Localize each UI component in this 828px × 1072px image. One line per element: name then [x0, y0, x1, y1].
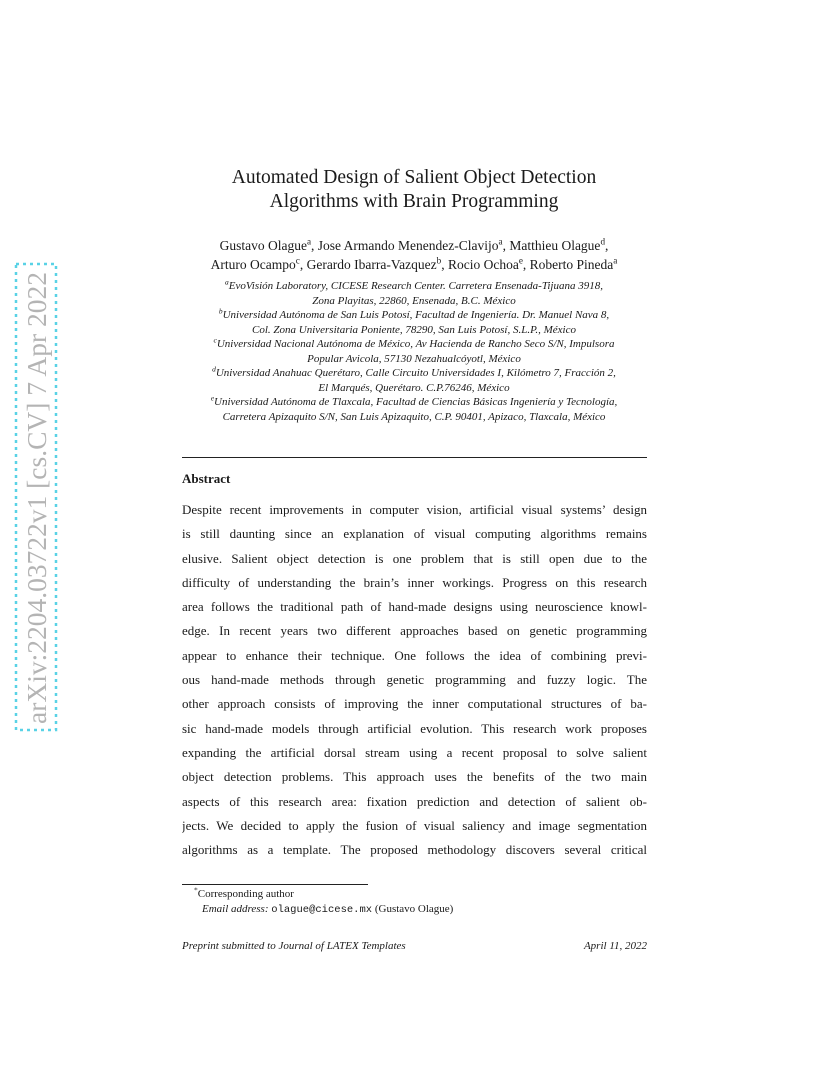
author: Rocio Ochoa$^e$ — [447, 255, 523, 272]
abstract-line: elusive. Salient object detection is one problem that is still open due to the — [182, 550, 647, 566]
abstract-body — [182, 498, 647, 862]
arxiv-identifier: arXiv:2204.03722v1 [cs.CV] 7 Apr 2022 — [22, 280, 52, 724]
affiliation: $^b$Universidad Autónoma de San Luis Potosí, Facultad de Ingeniería. Dr. Manuel Nava 8, Col. Zona Universitaria Poniente, 78290, San Luis Potosí, S.L.P., México — [218, 306, 610, 336]
affiliation-list — [150, 279, 678, 424]
preprint-date: April 11, 2022 — [583, 940, 647, 952]
abstract-line: edge. In recent years two different approaches based on genetic programming — [182, 623, 647, 639]
footnote — [194, 887, 453, 918]
abstract-line: object detection problems. This approach uses the benefits of the two main — [182, 769, 647, 785]
author: Roberto Pineda$^a$ — [529, 255, 618, 272]
author: Gerardo Ibarra-Vazquez$^b$ — [306, 255, 442, 272]
abstract-line: area follows the traditional path of hand-made designs using neuroscience knowl- — [182, 599, 647, 615]
affiliation: $^a$EvoVisión Laboratory, CICESE Research Center. Carretera Ensenada-Tijuana 3918, Zona Playitas, 22860, Ensenada, B.C. México — [225, 277, 603, 307]
abstract-line: sic hand-made models through artificial evolution. This research work proposes — [182, 720, 647, 736]
abstract-line: jects. We decided to apply the fusion of visual saliency and image segmentation — [182, 817, 647, 833]
abstract-line: difficulty of understanding the brain’s inner workings. Progress on this research — [182, 574, 647, 590]
title-line: Automated Design of Salient Object Detection — [231, 167, 597, 188]
footnote-mark: * — [194, 885, 198, 895]
footnote-text: Corresponding author — [197, 888, 294, 900]
arxiv-stamp — [14, 262, 58, 732]
abstract-line: other approach consists of improving the inner computational structures of ba- — [182, 696, 647, 712]
abstract-line: aspects of this research area: fixation prediction and detection of salient ob- — [182, 793, 647, 809]
affiliation: $^e$Universidad Autónoma de Tlaxcala, Facultad de Ciencias Básicas Ingeniería y Tecnología, Carretera Apizaquito S/N, San Luis Apizaquito, C.P. 90401, Apizaco, Tlaxcala, México — [210, 393, 618, 423]
abstract-line: algorithms as a template. The proposed methodology discovers several critical — [182, 842, 647, 858]
preprint-notice: Preprint submitted to Journal of LATEX Templates — [182, 940, 406, 952]
author: Arturo Ocampo$^c$ — [210, 255, 300, 272]
author: Matthieu Olague$^d$ — [509, 236, 606, 253]
abstract-line: ous hand-made methods through genetic programming and fuzzy logic. The — [182, 672, 647, 688]
affiliation: $^d$Universidad Anahuac Querétaro, Calle Circuito Universidades I, Kilómetro 7, Fracción 2, El Marqués, Querétaro. C.P.76246, México — [212, 364, 616, 394]
abstract-heading: Abstract — [182, 471, 231, 486]
paper-title — [180, 166, 648, 214]
abstract-line: Despite recent improvements in computer vision, artificial visual systems’ design — [182, 502, 647, 517]
abstract-line: is still daunting since an explanation of visual computing algorithms remains — [182, 526, 647, 542]
footnote-rule — [182, 884, 368, 885]
abstract-line: appear to enhance their technique. One follows the idea of combining previ- — [182, 647, 647, 663]
email-label: Email address: — [202, 903, 269, 915]
author-list: Gustavo Olague$^a$, Jose Armando Menendez-Clavijo$^a$, Matthieu Olague$^d$, Arturo Ocampo$^c$, Gerardo Ibarra-Vazquez$^b$, Rocio Ochoa$^e$, Roberto Pineda$^a$ — [210, 236, 618, 272]
title-line: Algorithms with Brain Programming — [269, 191, 559, 212]
email-link[interactable]: olague@cicese.mx — [271, 904, 373, 916]
email-owner: (Gustavo Olague) — [374, 903, 454, 915]
abstract-top-rule — [182, 457, 647, 458]
author: Gustavo Olague$^a$ — [219, 236, 312, 253]
author: Jose Armando Menendez-Clavijo$^a$ — [317, 236, 503, 253]
abstract-line: expanding the artificial dorsal stream using a recent proposal to solve salient — [182, 744, 647, 760]
affiliation: $^c$Universidad Nacional Autónoma de México, Av Hacienda de Rancho Seco S/N, Impulsora Popular Avicola, 57130 Nezahualcóyotl, México — [213, 335, 615, 365]
